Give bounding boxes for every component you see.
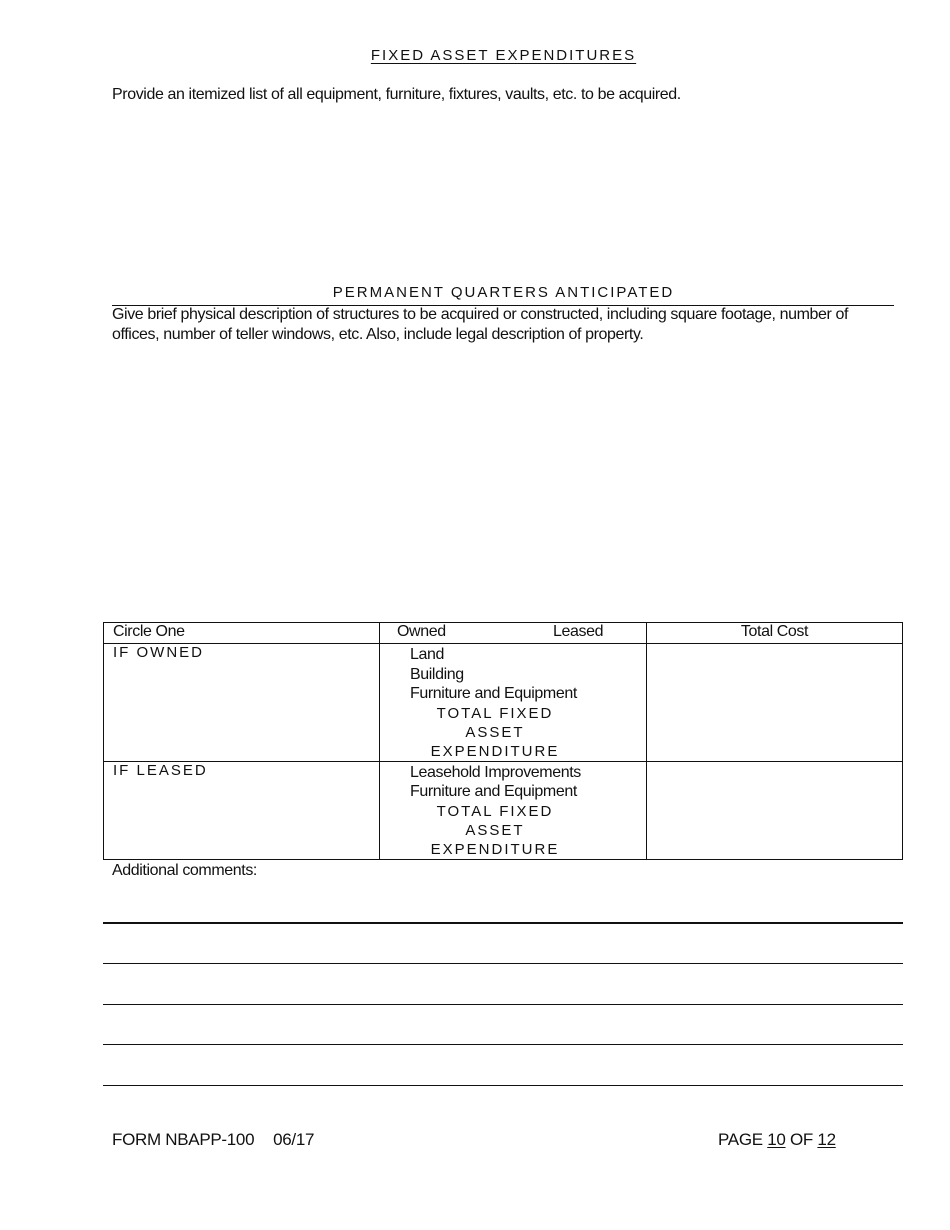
if-leased-label: IF LEASED [104,761,380,859]
page-counter: PAGE 10 OF 12 [718,1130,836,1149]
list-item: Land [410,646,444,663]
owned-option[interactable]: Owned [397,623,446,640]
leased-row [104,761,903,859]
leased-total-cost-cell[interactable] [647,761,903,859]
owned-total-cost-cell[interactable] [647,644,903,762]
owned-total-label: TOTAL FIXED ASSET EXPENDITURE [430,704,560,760]
page-number: 10 [767,1130,786,1149]
fixed-asset-title [0,47,950,64]
additional-comments-label: Additional comments: [112,862,257,879]
comment-line-2[interactable] [103,963,903,964]
leased-option[interactable]: Leased [553,623,604,640]
leased-total-label: TOTAL FIXED ASSET EXPENDITURE [430,802,560,858]
comment-line-4[interactable] [103,1044,903,1045]
comment-line-1[interactable] [103,922,903,924]
fixed-asset-title-text: FIXED ASSET EXPENDITURES [370,47,637,64]
list-item: Furniture and Equipment [410,685,577,702]
list-item: Furniture and Equipment [410,783,577,800]
total-cost-header: Total Cost [647,623,903,644]
fixed-asset-instruction: Provide an itemized list of all equipment, furniture, fixtures, vaults, etc. to be acquired. [112,86,681,103]
page-total: 12 [817,1130,836,1149]
comment-line-5[interactable] [103,1085,903,1086]
circle-one-label: Circle One [104,623,380,644]
table-header-row [104,623,903,644]
permanent-quarters-title: PERMANENT QUARTERS ANTICIPATED [332,284,675,301]
form-footer [112,1130,314,1150]
owned-row [104,644,903,762]
list-item: Leasehold Improvements [410,763,581,781]
owned-leased-choice [380,623,647,644]
list-item: Building [410,665,464,683]
if-owned-label: IF OWNED [104,644,380,762]
fixed-asset-table [103,622,903,860]
form-id: FORM NBAPP-100 [112,1130,255,1149]
form-revision: 06/17 [273,1130,315,1149]
comment-line-3[interactable] [103,1004,903,1005]
leased-items [380,761,647,859]
permanent-quarters-instruction: Give brief physical description of structures to be acquired or constructed, including square footage, number of offices, number of teller windows, etc. Also, include legal description of property. [112,306,849,343]
owned-items [380,644,647,762]
